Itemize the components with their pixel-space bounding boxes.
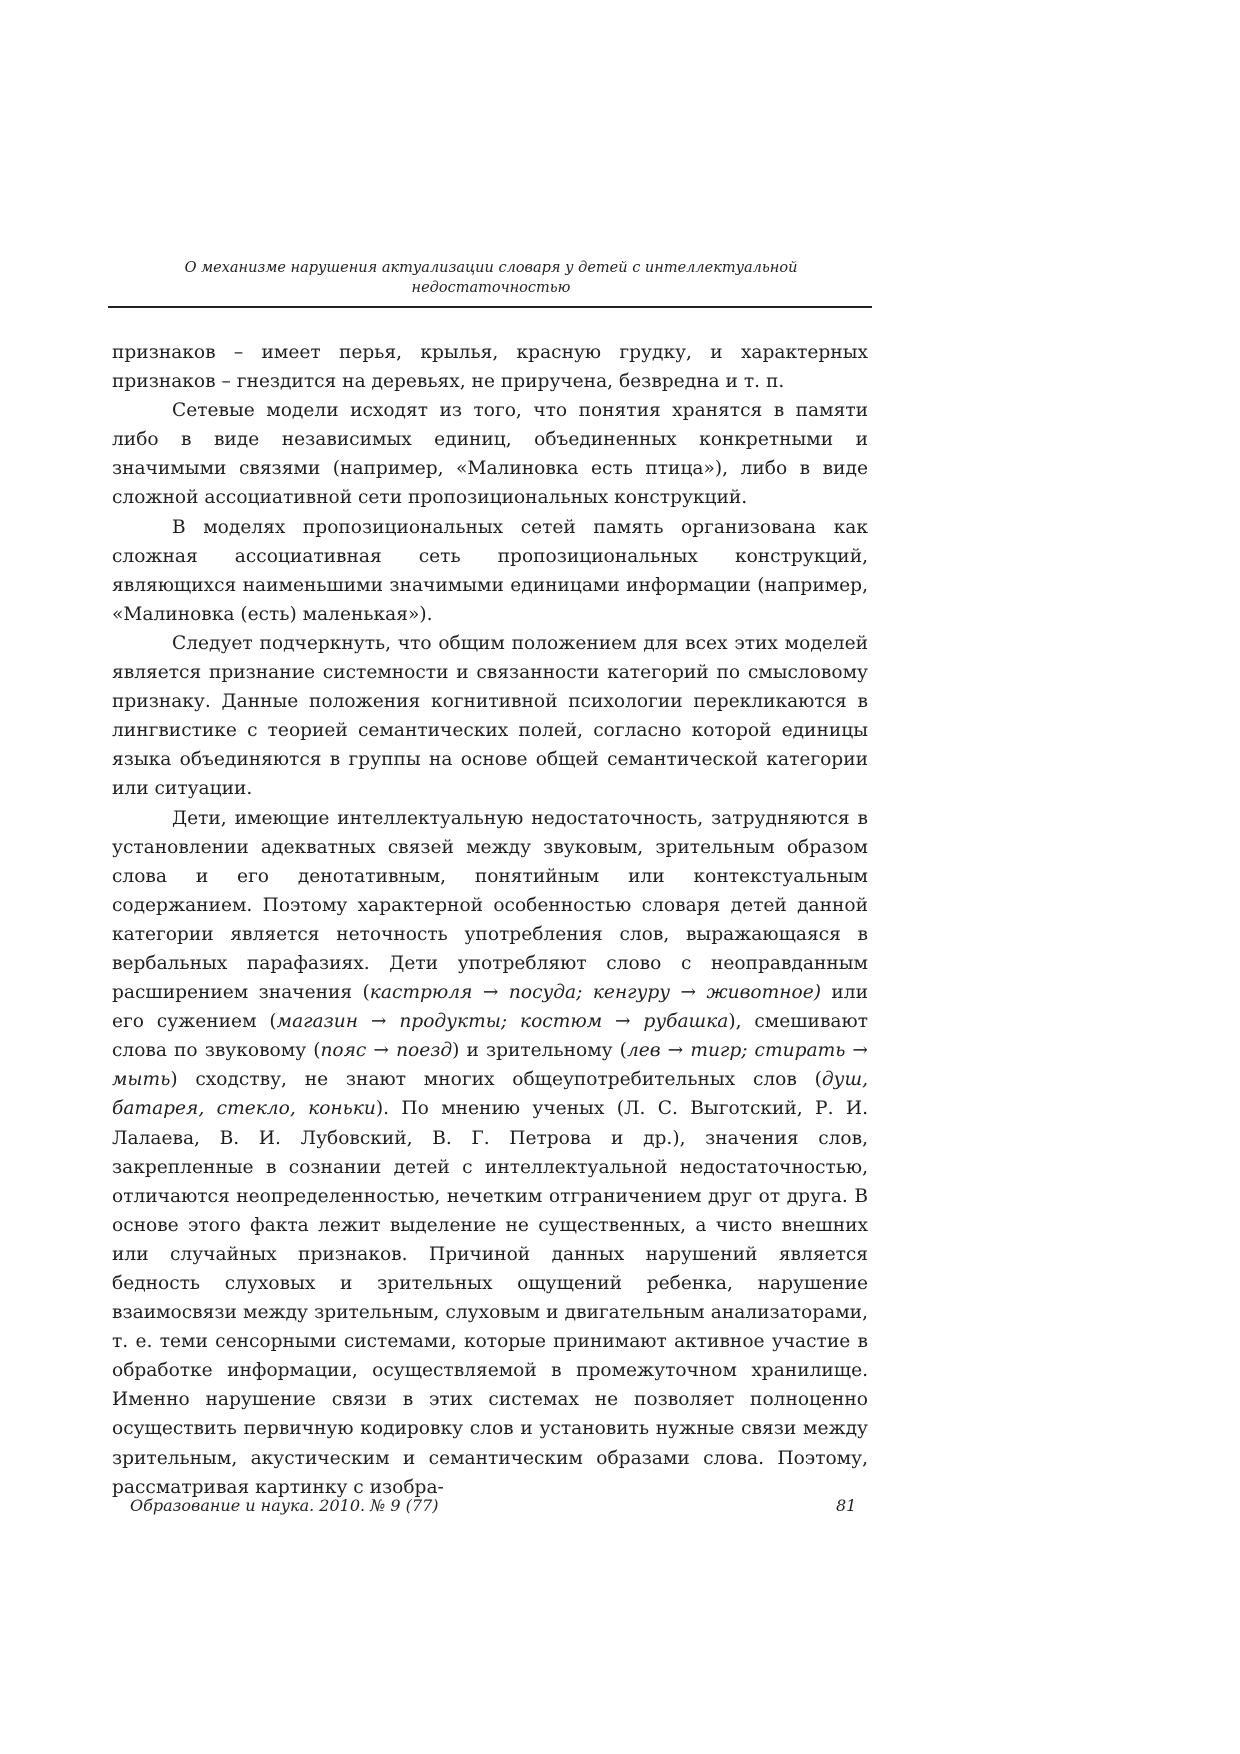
example-broadening: кастрюля → посуда; кенгуру → животное) bbox=[369, 982, 821, 1004]
paragraph-5-text-2: или его сужением ( bbox=[112, 982, 868, 1033]
paragraph-5-text-5: ) сходству, не знают многих общеупотребительных слов ( bbox=[170, 1069, 822, 1091]
paragraph-3: В моделях пропозициональных сетей память организована как сложная ассоциативная сеть пропозициональных конструкций, являющихся наименьшими значимыми единицами информации (например, «Малиновка (есть) маленькая»). bbox=[112, 516, 868, 625]
paragraph-5 bbox=[112, 804, 868, 1502]
page-number: 81 bbox=[836, 1496, 857, 1515]
paragraph-2: Сетевые модели исходят из того, что понятия хранятся в памяти либо в виде независимых единиц, объединенных конкретными и значимыми связями (например, «Малиновка есть птица»), либо в виде сложной ассоциативной сети пропозициональных конструкций. bbox=[112, 400, 868, 509]
paragraph-5-text-3: ), смешивают слова по звуковому ( bbox=[112, 1011, 868, 1062]
paragraph-5-text-6: ). По мнению ученых (Л. С. Выготский, Р. И. Лалаева, В. И. Лубовский, В. Г. Петрова и др.), значения слов, закрепленные в сознании детей с интеллектуальной недостаточностью, отличаются неопределенностью, нечетким отграничением друг от друга. В основе этого факта лежит выделение не существенных, а чисто внешних или случайных признаков. Причиной данных нарушений является бедность слуховых и зрительных ощущений ребенка, нарушение взаимосвязи между зрительным, слуховым и двигательным анализаторами, т. е. теми сенсорными системами, которые принимают активное участие в обработке информации, осуществляемой в промежуточном хранилище. Именно нарушение связи в этих системах не позволяет полноценно осуществить первичную кодировку слов и установить нужные связи между зрительным, акустическим и семантическим образами слова. Поэтому, рассматривая картинку с изобра- bbox=[112, 1098, 868, 1498]
paragraph-4: Следует подчеркнуть, что общим положением для всех этих моделей является признание системности и связанности категорий по смысловому признаку. Данные положения когнитивной психологии перекликаются в лингвистике с теорией семантических полей, согласно которой единицы языка объединяются в группы на основе общей семантической категории или ситуации. bbox=[112, 632, 868, 800]
paragraph-5-text-4: ) и зрительному ( bbox=[452, 1040, 627, 1062]
running-head: О механизме нарушения актуализации словаря у детей с интеллектуальной недостаточностью bbox=[184, 260, 798, 296]
header-rule bbox=[108, 306, 872, 308]
example-narrowing: магазин → продукты; костюм → рубашка bbox=[276, 1011, 729, 1033]
example-visual-mix: лев → тигр; стирать → мыть bbox=[112, 1040, 868, 1091]
example-unknown-words: душ, батарея, стекло, коньки bbox=[112, 1069, 868, 1120]
body-text bbox=[112, 338, 868, 1502]
paragraph-5-text-1: Дети, имеющие интеллектуальную недостаточность, затрудняются в установлении адекватных связей между звуковым, зрительным образом слова и его денотативным, понятийным или контекстуальным содержанием. Поэтому характерной особенностью словаря детей данной категории является неточность употребления слов, выражающаяся в вербальных парафазиях. Дети употребляют слово с неоправданным расширением значения ( bbox=[112, 807, 868, 1004]
example-sound-mix: пояс → поезд bbox=[320, 1040, 453, 1062]
journal-footer: Образование и наука. 2010. № 9 (77) bbox=[130, 1496, 439, 1515]
paragraph-1: признаков – имеет перья, крылья, красную грудку, и характерных признаков – гнездится на деревьях, не приручена, безвредна и т. п. bbox=[112, 342, 868, 393]
